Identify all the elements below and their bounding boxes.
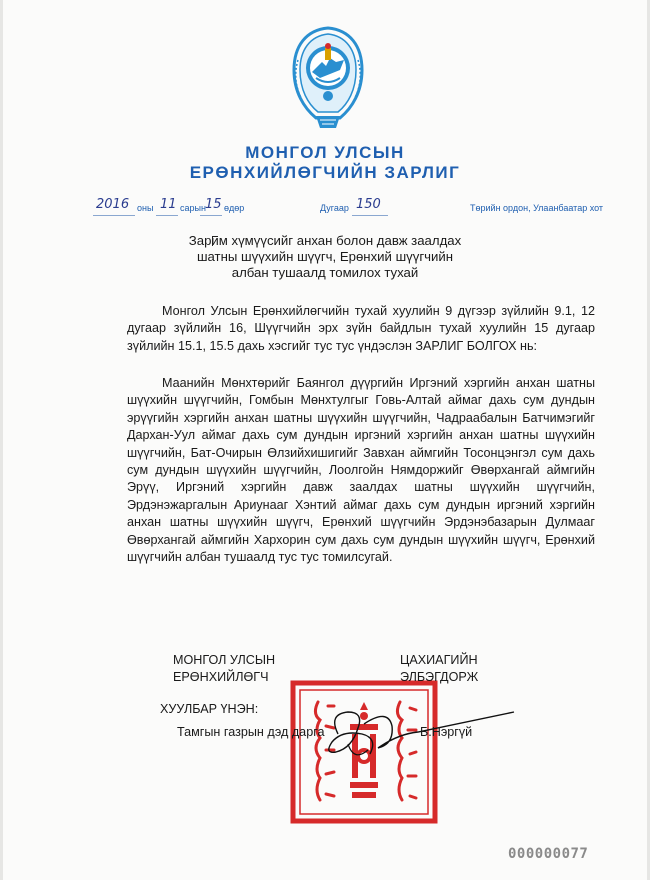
president-title-line1: МОНГОЛ УЛСЫН (173, 653, 276, 667)
president-name-line1: ЦАХИАГИЙН (400, 653, 478, 667)
subject-bracket (212, 236, 218, 246)
date-month: 11 (160, 197, 177, 212)
year-underline (93, 215, 135, 216)
day-underline (200, 215, 222, 216)
handwritten-signature (318, 704, 518, 764)
body-paragraph-2 (127, 375, 595, 566)
decree-meta-row (0, 196, 650, 220)
serial-number: 000000077 (508, 846, 589, 862)
state-emblem-icon (286, 20, 370, 138)
paragraph-2-text: Маанийн Мөнхтөрийг Баянгол дүүргийн Иргэний хэргийн анхан шатны шүүхийн шүүгчийн, Гомбын Мөнхтулгыг Говь-Алтай аймаг дахь сум дундын эрүүгийн хэргийн анхан шатны шүүхийн шүүгчийн, Чадраабалын Батчимэгийг Дархан-Уул аймаг дахь сум дундын иргэний хэргийн анхан шатны шүүхийн шүүгчийн, Бат-Очирын Өлзийхишигийг Завхан аймгийн Тосонцэнгэл сум дахь сум дундын шүүхийн шүүгчийн, Лоолгойн Нямдоржийг Өвөрхангай аймгийн Эрүү, Иргэний хэргийн давж заалдах шатны шүүхийн шүүгчийн, Эрдэнэжаргалын Ариунааг Хэнтий аймаг дахь сум дундын иргэний хэргийн анхан шатны шүүхийн шүүгч, Ерөнхий шүүгчийн Эрдэнэбазарын Дулмааг Өвөрхангай аймгийн Хархорин сум дахь сум дундын шүүхийн шүүгч, Ерөнхий шүүгчийн албан тушаалд тус тус томилсугай. (127, 376, 595, 565)
number-underline (352, 215, 388, 216)
president-name-line2: ЭЛБЭГДОРЖ (400, 670, 479, 684)
decree-heading-line2: ЕРӨНХИЙЛӨГЧИЙН ЗАРЛИГ (189, 163, 461, 182)
number-label: Дугаар (320, 203, 349, 213)
body-paragraph-1 (127, 303, 595, 355)
president-name (400, 652, 478, 686)
decree-subject (130, 233, 520, 281)
subject-line2: шатны шүүхийн шүүгч, Ерөнхий шүүгчийн (196, 249, 454, 264)
date-day: 15 (205, 197, 222, 212)
subject-line1: Зарим хүмүүсийг анхан болон давж заалдах (188, 233, 462, 248)
date-year: 2016 (96, 197, 130, 212)
certifying-official-name: Б.Нэргүй (420, 725, 473, 739)
day-suffix: өдөр (224, 203, 245, 213)
decree-place: Төрийн ордон, Улаанбаатар хот (470, 203, 604, 213)
month-suffix: сарын (180, 203, 206, 213)
subject-line3: албан тушаалд томилох тухай (231, 265, 419, 280)
decree-number: 150 (356, 197, 381, 212)
paragraph-1-text: Монгол Улсын Ерөнхийлөгчийн тухай хуулийн 9 дүгээр зүйлийн 9.1, 12 дугаар зүйлийн 16, Шүүгчийн эрх зүйн байдлын тухай хуулийн 15 дугаар зүйлийн 15.1, 15.5 дахь хэсгийг тус тус үндэслэн ЗАРЛИГ БОЛГОХ нь: (127, 304, 595, 353)
certifying-official-role: Тамгын газрын дэд дарга (177, 725, 325, 739)
decree-heading-line1: МОНГОЛ УЛСЫН (245, 143, 405, 162)
month-underline (156, 215, 178, 216)
year-suffix: оны (137, 203, 154, 213)
certification-label: ХУУЛБАР ҮНЭН: (160, 702, 259, 716)
page-edge-left (0, 0, 3, 880)
president-title (173, 652, 275, 686)
president-title-line2: ЕРӨНХИЙЛӨГЧ (173, 670, 269, 684)
